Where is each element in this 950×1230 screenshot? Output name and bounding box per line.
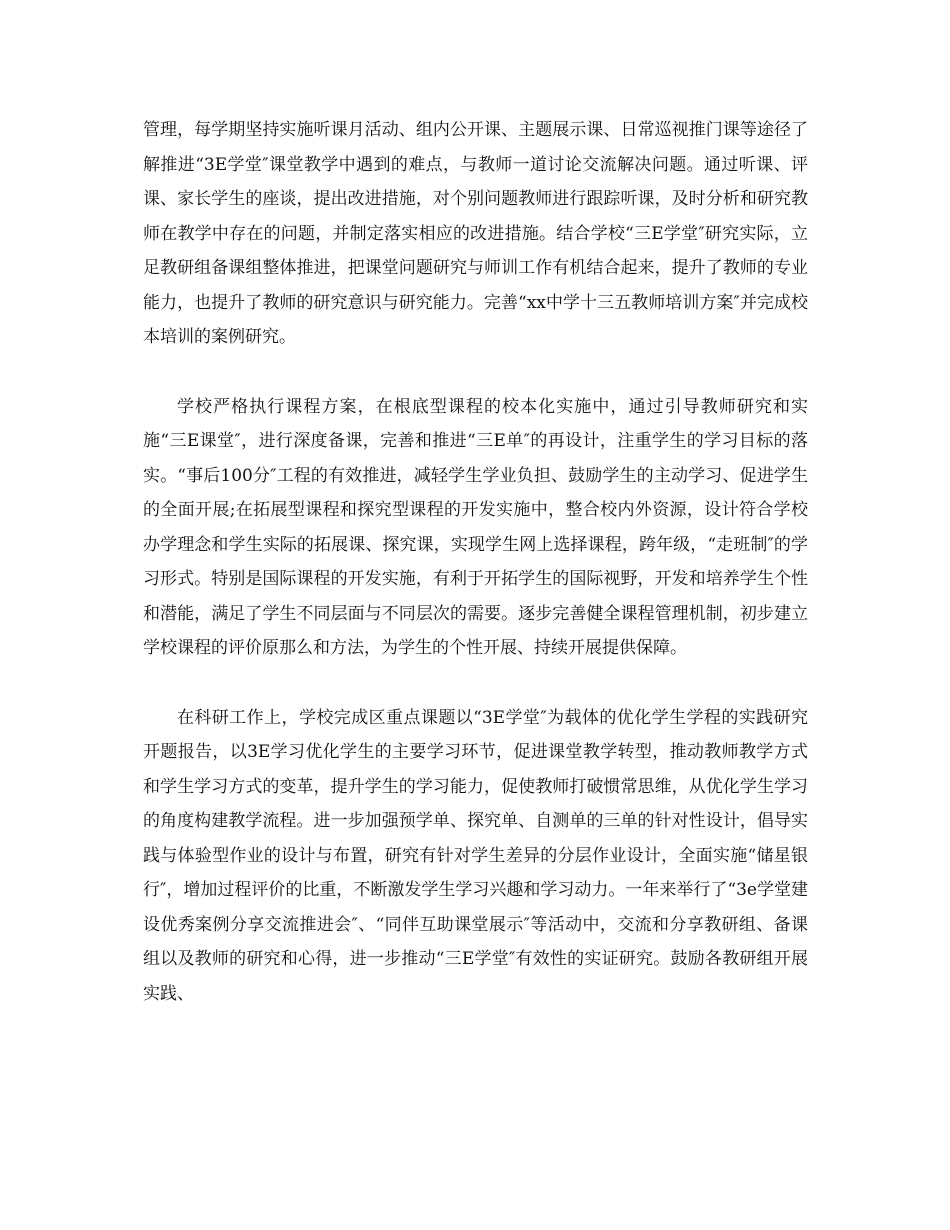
paragraph-1: 管理，每学期坚持实施听课月活动、组内公开课、主题展示课、日常巡视推门课等途径了解推进“3E学堂″课堂教学中遇到的难点，与教师一道讨论交流解决问题。通过听课、评课、家长学生的座谈，提出改进措施，对个别问题教师进行跟踪听课，及时分析和研究教师在教学中存在的问题，并制定落实相应的改进措施。结合学校“三E学堂″研究实际，立足教研组备课组整体推进，把课堂问题研究与师训工作有机结合起来，提升了教师的专业能力，也提升了教师的研究意识与研究能力。完善“xx中学十三五教师培训方案″并完成校本培训的案例研究。 (143, 120, 808, 347)
paragraph-2: 学校严格执行课程方案，在根底型课程的校本化实施中，通过引导教师研究和实施“三E课堂″，进行深度备课，完善和推进“三E单″的再设计，注重学生的学习目标的落实。“事后100分″工程的有效推进，减轻学生学业负担、鼓励学生的主动学习、促进学生的全面开展;在拓展型课程和探究型课程的开发实施中，整合校内外资源，设计符合学校办学理念和学生实际的拓展课、探究课，实现学生网上选择课程，跨年级，“走班制″的学习形式。特别是国际课程的开发实施，有利于开拓学生的国际视野，开发和培养学生个性和潜能，满足了学生不同层面与不同层次的需要。逐步完善健全课程管理机制，初步建立学校课程的评价原那么和方法，为学生的个性开展、持续开展提供保障。 (143, 396, 808, 658)
document-body (143, 113, 808, 1011)
paragraph-3: 在科研工作上，学校完成区重点课题以“3E学堂″为载体的优化学生学程的实践研究开题报告，以3E学习优化学生的主要学习环节，促进课堂教学转型，推动教师教学方式和学生学习方式的变革，提升学生的学习能力，促使教师打破惯常思维，从优化学生学习的角度构建教学流程。进一步加强预学单、探究单、自测单的三单的针对性设计，倡导实践与体验型作业的设计与布置，研究有针对学生差异的分层作业设计，全面实施“储星银行″，增加过程评价的比重，不断激发学生学习兴趣和学习动力。一年来举行了“3e学堂建设优秀案例分享交流推进会″、“同伴互助课堂展示″等活动中，交流和分享教研组、备课组以及教师的研究和心得，进一步推动“三E学堂″有效性的实证研究。鼓励各教研组开展实践、 (143, 707, 808, 1004)
